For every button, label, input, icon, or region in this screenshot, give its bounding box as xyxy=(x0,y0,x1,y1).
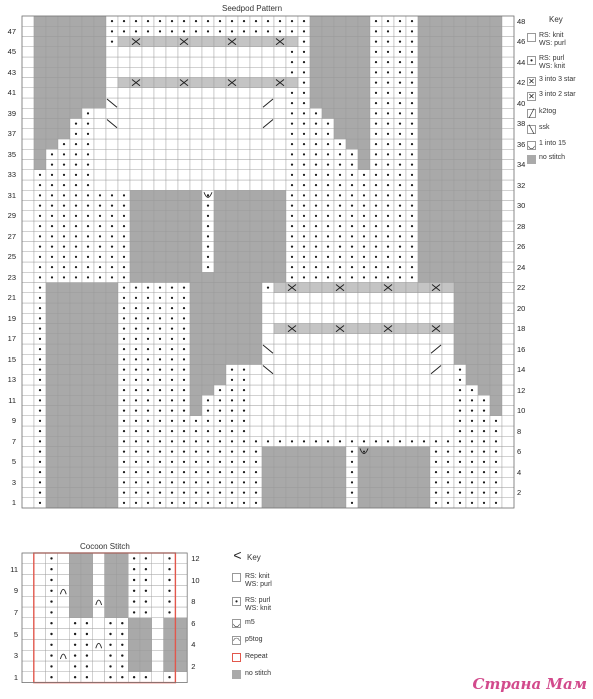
star2-icon: ✕ xyxy=(528,92,535,101)
row-number: 12 xyxy=(517,385,526,395)
seedpod-key-title: Key xyxy=(549,15,563,24)
key-label: ssk xyxy=(539,124,550,131)
purl-dot xyxy=(168,590,170,592)
chart-cell xyxy=(152,672,164,683)
row-number: 5 xyxy=(13,629,18,639)
chart-cell xyxy=(105,553,117,564)
purl-dot xyxy=(74,676,76,678)
chart-cell xyxy=(22,661,34,672)
chart-cell xyxy=(93,575,105,586)
row-number: 1 xyxy=(11,498,16,508)
chart-cell xyxy=(116,553,128,564)
row-number: 32 xyxy=(517,180,526,190)
chart-cell xyxy=(69,564,81,575)
row-number: 37 xyxy=(7,129,16,139)
chart-cell xyxy=(140,650,152,661)
chart-cell xyxy=(175,596,187,607)
row-number: 48 xyxy=(517,16,526,26)
chart-cell xyxy=(105,564,117,575)
purl-dot xyxy=(50,676,52,678)
chart-cell xyxy=(152,564,164,575)
purl-dot xyxy=(133,600,135,602)
chart-cell xyxy=(140,629,152,640)
row-number: 15 xyxy=(7,354,16,364)
row-number: 14 xyxy=(517,365,526,374)
chart-cell xyxy=(57,639,69,650)
chart-cell xyxy=(164,661,176,672)
purl-dot xyxy=(50,622,52,624)
chart-cell xyxy=(116,564,128,575)
chart-cell xyxy=(69,575,81,586)
chart-cell xyxy=(81,564,93,575)
chart-cell xyxy=(69,553,81,564)
key-label: m5 xyxy=(245,619,255,626)
chart-cell xyxy=(175,607,187,618)
purl-dot xyxy=(50,611,52,613)
purl-dot xyxy=(145,676,147,678)
purl-dot xyxy=(86,665,88,667)
chart-cell xyxy=(175,650,187,661)
purl-dot xyxy=(86,644,88,646)
chart-cell xyxy=(105,596,117,607)
chart-cell xyxy=(93,650,105,661)
chart-cell xyxy=(22,650,34,661)
chart-cell xyxy=(175,639,187,650)
chart-cell xyxy=(22,585,34,596)
chart-cell xyxy=(93,585,105,596)
chart-cell xyxy=(22,553,34,564)
chart-cell xyxy=(93,553,105,564)
purl-dot xyxy=(50,600,52,602)
purl-dot xyxy=(145,611,147,613)
chart-cell xyxy=(116,575,128,586)
row-number: 10 xyxy=(517,406,526,415)
row-number: 18 xyxy=(517,324,526,333)
cocoon-key-title: Key xyxy=(247,553,261,562)
purl-dot xyxy=(74,622,76,624)
chart-cell xyxy=(34,661,46,672)
key-label: 3 into 2 star xyxy=(539,91,576,98)
purl-dot xyxy=(86,676,88,678)
chart-cell xyxy=(105,607,117,618)
chart-cell xyxy=(105,585,117,596)
chart-cell xyxy=(57,596,69,607)
chart-cell xyxy=(22,639,34,650)
purl-dot xyxy=(74,644,76,646)
chart-cell xyxy=(57,672,69,683)
chart-cell xyxy=(175,585,187,596)
chart-cell xyxy=(81,553,93,564)
chart-cell xyxy=(152,618,164,629)
key-label: RS: purl WS: knit xyxy=(245,597,272,612)
purl-dot xyxy=(121,633,123,635)
purl-dot xyxy=(74,665,76,667)
row-number: 33 xyxy=(7,170,16,180)
chart-cell xyxy=(57,618,69,629)
purl-dot xyxy=(133,557,135,559)
chart-cell xyxy=(164,639,176,650)
chart-cell xyxy=(140,618,152,629)
row-number: 44 xyxy=(517,57,526,67)
chart-cell xyxy=(140,661,152,672)
seedpod-title: Seedpod Pattern xyxy=(222,4,283,13)
row-number: 26 xyxy=(517,242,526,251)
row-number: 8 xyxy=(517,426,522,436)
chart-cell xyxy=(57,661,69,672)
cocoon-title: Cocoon Stitch xyxy=(80,542,130,551)
chart-cell xyxy=(81,575,93,586)
chart-cell xyxy=(81,585,93,596)
row-number: 39 xyxy=(7,108,16,118)
chart-cell xyxy=(34,618,46,629)
purl-dot xyxy=(50,654,52,656)
row-number: 25 xyxy=(7,252,16,262)
purl-dot xyxy=(145,579,147,581)
chart-cell xyxy=(152,596,164,607)
chart-cell xyxy=(152,639,164,650)
star3-icon: ✕ xyxy=(528,77,535,86)
chart-cell xyxy=(93,618,105,629)
row-number: 2 xyxy=(517,488,522,497)
purl-dot xyxy=(50,644,52,646)
chart-cell xyxy=(57,607,69,618)
purl-dot xyxy=(133,676,135,678)
k2tog-icon: ╱ xyxy=(527,109,536,118)
chart-cell xyxy=(34,575,46,586)
chart-cell xyxy=(128,650,140,661)
purl-dot xyxy=(168,557,170,559)
chart-cell xyxy=(152,585,164,596)
row-number: 40 xyxy=(517,98,526,108)
row-number: 24 xyxy=(517,262,526,272)
chart-cell xyxy=(22,618,34,629)
chart-cell xyxy=(93,564,105,575)
purl-dot xyxy=(133,590,135,592)
chart-cell xyxy=(116,607,128,618)
purl-dot xyxy=(133,611,135,613)
purl-dot xyxy=(50,579,52,581)
chart-cell xyxy=(164,650,176,661)
purl-dot xyxy=(50,557,52,559)
row-number: 17 xyxy=(7,334,16,344)
chart-cell xyxy=(140,639,152,650)
key-label: 3 into 3 star xyxy=(539,76,576,83)
chart-cell xyxy=(175,629,187,640)
row-number: 3 xyxy=(13,651,18,661)
chart-cell xyxy=(164,629,176,640)
row-number: 10 xyxy=(191,575,200,585)
chart-cell xyxy=(34,564,46,575)
purl-dot xyxy=(109,644,111,646)
row-number: 43 xyxy=(7,67,16,77)
purl-dot xyxy=(109,633,111,635)
chart-cell xyxy=(93,596,105,607)
chart-cell xyxy=(57,575,69,586)
chart-cell xyxy=(34,639,46,650)
chart-cell xyxy=(128,661,140,672)
chart-cell xyxy=(128,639,140,650)
chart-cell xyxy=(57,553,69,564)
chart-cell xyxy=(22,672,34,683)
chart-cell xyxy=(81,607,93,618)
chart-cell xyxy=(152,650,164,661)
row-number: 34 xyxy=(517,160,526,169)
row-number: 11 xyxy=(10,564,18,574)
chart-cell xyxy=(34,596,46,607)
row-number: 4 xyxy=(517,467,522,477)
chart-cell xyxy=(34,672,46,683)
chart-cell xyxy=(175,661,187,672)
row-number: 7 xyxy=(13,608,18,617)
watermark-logo: Страна Мам xyxy=(472,675,587,693)
purl-dot xyxy=(109,654,111,656)
row-number: 41 xyxy=(7,88,16,98)
key-label: no stitch xyxy=(539,154,566,161)
chart-cell xyxy=(152,661,164,672)
purl-dot xyxy=(121,644,123,646)
row-number: 42 xyxy=(517,78,526,87)
chart-cell xyxy=(175,564,187,575)
purl-dot xyxy=(168,611,170,613)
chart-cell xyxy=(128,629,140,640)
purl-dot xyxy=(145,557,147,559)
row-number: 6 xyxy=(517,447,522,456)
row-number: 9 xyxy=(13,586,18,596)
purl-dot xyxy=(50,665,52,667)
repeat-icon xyxy=(232,653,241,662)
key-label: k2tog xyxy=(539,108,557,115)
key-arrow-icon: < xyxy=(233,547,242,563)
purl-dot xyxy=(168,568,170,570)
m5-icon: ◡ xyxy=(233,619,240,628)
chart-cell xyxy=(175,575,187,586)
purl-dot xyxy=(86,622,88,624)
blank-square-icon xyxy=(232,573,241,582)
purl-dot xyxy=(145,590,147,592)
purl-dot xyxy=(74,654,76,656)
chart-cell xyxy=(22,575,34,586)
purl-dot xyxy=(168,676,170,678)
chart-cell xyxy=(69,585,81,596)
chart-cell xyxy=(22,564,34,575)
purl-dot xyxy=(168,579,170,581)
chart-cell xyxy=(69,596,81,607)
row-number: 30 xyxy=(517,201,526,210)
row-number: 13 xyxy=(7,375,16,385)
purl-dot xyxy=(121,665,123,667)
row-number: 23 xyxy=(7,272,16,282)
key-label: no stitch xyxy=(245,670,272,677)
chart-cell xyxy=(34,585,46,596)
purl-dot xyxy=(86,654,88,656)
row-number: 3 xyxy=(11,477,16,487)
purl-dot xyxy=(121,676,123,678)
row-number: 19 xyxy=(7,313,16,323)
key-label: RS: knit WS: purl xyxy=(245,573,272,588)
chart-cell xyxy=(57,564,69,575)
purl-dot xyxy=(109,676,111,678)
row-number: 29 xyxy=(7,211,16,221)
ssk-icon: ╲ xyxy=(527,125,536,134)
chart-cell xyxy=(93,661,105,672)
chart-cell xyxy=(93,629,105,640)
purl-dot xyxy=(86,633,88,635)
key-label: RS: knit WS: purl xyxy=(539,32,566,47)
chart-cell xyxy=(105,575,117,586)
chart-cell xyxy=(116,596,128,607)
chart-cell xyxy=(152,575,164,586)
purl-dot xyxy=(121,622,123,624)
row-number: 47 xyxy=(7,26,16,36)
key-label: RS: purl WS: knit xyxy=(539,55,566,70)
row-number: 46 xyxy=(517,37,526,46)
purl-dot xyxy=(50,590,52,592)
purl-dot xyxy=(50,568,52,570)
row-number: 6 xyxy=(191,618,196,628)
chart-cell xyxy=(164,618,176,629)
dot-square-icon: • xyxy=(232,597,241,606)
row-number: 4 xyxy=(191,640,196,650)
chart-cell xyxy=(34,553,46,564)
key-label: 1 into 15 xyxy=(539,140,566,147)
chart-cell xyxy=(69,607,81,618)
chart-cell xyxy=(34,629,46,640)
chart-cell xyxy=(175,672,187,683)
purl-dot xyxy=(145,600,147,602)
purl-dot xyxy=(74,633,76,635)
row-number: 12 xyxy=(191,554,200,563)
row-number: 5 xyxy=(11,457,16,467)
purl-dot xyxy=(109,622,111,624)
chart-cell xyxy=(93,607,105,618)
chart-cell xyxy=(57,629,69,640)
dot-square-icon: • xyxy=(527,56,536,65)
row-number: 38 xyxy=(517,119,526,128)
chart-cell xyxy=(34,650,46,661)
chart-cell xyxy=(116,585,128,596)
purl-dot xyxy=(133,568,135,570)
purl-dot xyxy=(121,654,123,656)
row-number: 11 xyxy=(8,395,16,405)
row-number: 1 xyxy=(13,672,18,682)
key-label: Repeat xyxy=(245,653,268,660)
no-stitch-icon xyxy=(232,670,241,679)
row-number: 9 xyxy=(11,416,16,426)
row-number: 35 xyxy=(7,149,16,159)
chart-cell xyxy=(93,639,105,650)
chart-cell xyxy=(93,672,105,683)
purl-dot xyxy=(168,600,170,602)
purl-dot xyxy=(133,579,135,581)
row-number: 21 xyxy=(7,293,16,303)
row-number: 2 xyxy=(191,662,196,671)
chart-cell xyxy=(57,650,69,661)
chart-cell xyxy=(152,553,164,564)
chart-cell xyxy=(175,553,187,564)
one-into-15-icon: ◡ xyxy=(528,141,535,150)
row-number: 36 xyxy=(517,139,526,149)
row-number: 16 xyxy=(517,344,526,354)
row-number: 8 xyxy=(191,597,196,607)
chart-cell xyxy=(175,618,187,629)
key-label: p5tog xyxy=(245,636,263,643)
chart-cell xyxy=(22,596,34,607)
chart-cell xyxy=(152,629,164,640)
purl-dot xyxy=(109,665,111,667)
row-number: 45 xyxy=(7,47,16,57)
chart-cell xyxy=(152,607,164,618)
purl-dot xyxy=(145,568,147,570)
row-number: 31 xyxy=(7,190,16,200)
chart-cell xyxy=(22,607,34,618)
chart-cell xyxy=(22,629,34,640)
chart-cell xyxy=(34,607,46,618)
chart-cell xyxy=(128,618,140,629)
p5tog-icon: ◠ xyxy=(233,636,240,645)
row-number: 28 xyxy=(517,221,526,231)
row-number: 22 xyxy=(517,283,526,292)
chart-cell xyxy=(57,585,69,596)
purl-dot xyxy=(50,633,52,635)
row-number: 27 xyxy=(7,231,16,241)
chart-cell xyxy=(81,596,93,607)
row-number: 20 xyxy=(517,303,526,313)
row-number: 7 xyxy=(11,436,16,446)
